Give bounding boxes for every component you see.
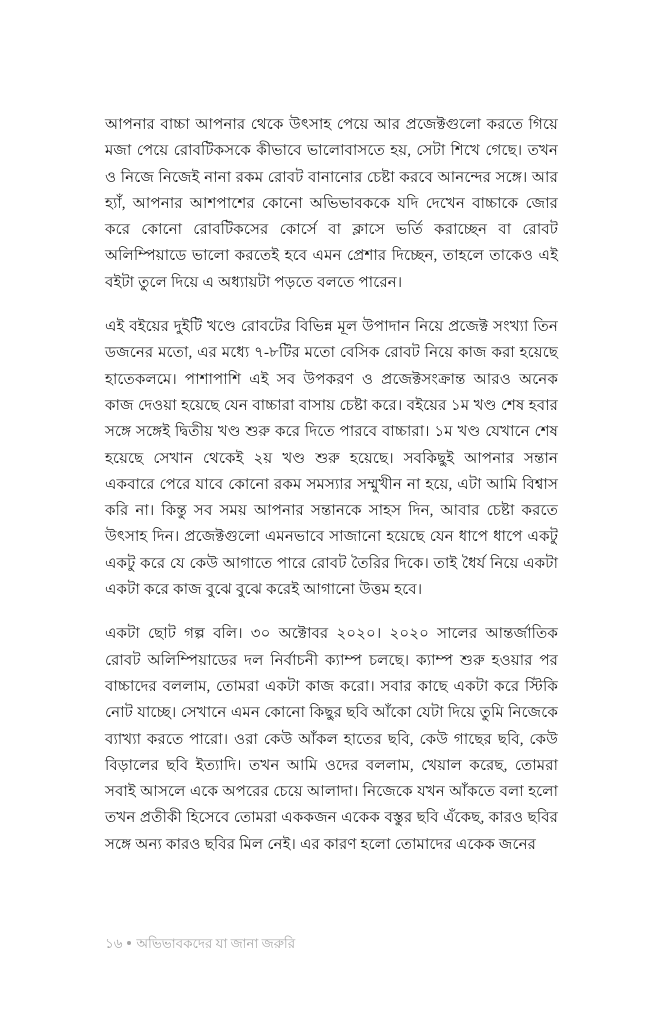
page-number: ১৬ [105, 936, 123, 951]
paragraph-2: এই বইয়ের দুইটি খণ্ডে রোবটের বিভিন্ন মূল উপাদান নিয়ে প্রজেক্ট সংখ্যা তিন ডজনের মতো, এর মধ্যে ৭-৮টির মতো বেসিক রোবট নিয়ে কাজ করা হয়েছে হাতেকলমে। পাশাপাশি এই সব উপকরণ ও প্রজেক্টসংক্রান্ত আরও অনেক কাজ দেওয়া হয়েছে যেন বাচ্চারা বাসায় চেষ্টা করে। বইয়ের ১ম খণ্ড শেষ হবার সঙ্গে সঙ্গেই দ্বিতীয় খণ্ড শুরু করে দিতে পারবে বাচ্চারা। ১ম খণ্ড যেখানে শেষ হয়েছে সেখান থেকেই ২য় খণ্ড শুরু হয়েছে। সবকিছুই আপনার সন্তান একবারে পেরে যাবে কোনো রকম সমস্যার সম্মুখীন না হয়ে, এটা আমি বিশ্বাস করি না। কিন্তু সব সময় আপনার সন্তানকে সাহস দিন, আবার চেষ্টা করতে উৎসাহ দিন। প্রজেক্টগুলো এমনভাবে সাজানো হয়েছে যেন ধাপে ধাপে একটু একটু করে যে কেউ আগাতে পারে রোবট তৈরির দিকে। তাই ধৈর্য নিয়ে একটা একটা করে কাজ বুঝে বুঝে করেই আগানো উত্তম হবে। [105, 318, 558, 599]
page-footer [105, 935, 558, 953]
paragraph-1: আপনার বাচ্চা আপনার থেকে উৎসাহ পেয়ে আর প্রজেক্টগুলো করতে গিয়ে মজা পেয়ে রোবটিকসকে কীভাবে ভালোবাসতে হয়, সেটা শিখে গেছে। তখন ও নিজে নিজেই নানা রকম রোবট বানানোর চেষ্টা করবে আনন্দের সঙ্গে। আর হ্যাঁ, আপনার আশপাশের কোনো অভিভাবককে যদি দেখেন বাচ্চাকে জোর করে কোনো রোবটিকসের কোর্সে বা ক্লাসে ভর্তি করাচ্ছেন বা রোবট অলিম্পিয়াডে ভালো করতেই হবে এমন প্রেশার দিচ্ছেন, তাহলে তাকেও এই বইটা তুলে দিয়ে এ অধ্যায়টা পড়তে বলতে পারেন। [105, 116, 558, 291]
paragraph-3: একটা ছোট গল্প বলি। ৩০ অক্টোবর ২০২০। ২০২০ সালের আন্তর্জাতিক রোবট অলিম্পিয়াডের দল নির্বাচনী ক্যাম্প চলছে। ক্যাম্প শুরু হওয়ার পর বাচ্চাদের বললাম, তোমরা একটা কাজ করো। সবার কাছে একটা করে স্টিকি নোট যাচ্ছে। সেখানে এমন কোনো কিছুর ছবি আঁকো যেটা দিয়ে তুমি নিজেকে ব্যাখ্যা করতে পারো। ওরা কেউ আঁকল হাতের ছবি, কেউ গাছের ছবি, কেউ বিড়ালের ছবি ইত্যাদি। তখন আমি ওদের বললাম, খেয়াল করেছ, তোমরা সবাই আসলে একে অপরের চেয়ে আলাদা। নিজেকে যখন আঁকতে বলা হলো তখন প্রতীকী হিসেবে তোমরা এককজন একেক বস্তুর ছবি এঁকেছ, কারও ছবির সঙ্গে অন্য কারও ছবির মিল নেই। এর কারণ হলো তোমাদের একেক জনের [105, 625, 558, 853]
footer-chapter-title: অভিভাবকদের যা জানা জরুরি [136, 936, 296, 951]
bullet-separator-icon [127, 941, 131, 945]
page-body-text [105, 112, 558, 858]
